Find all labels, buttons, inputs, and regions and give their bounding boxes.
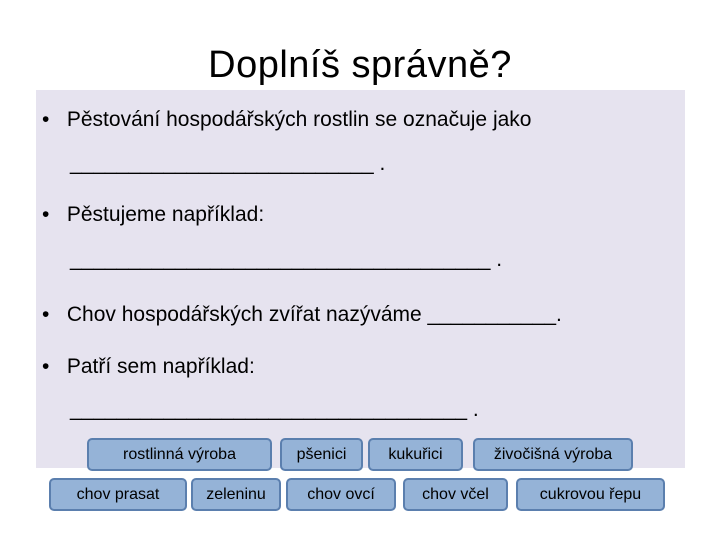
- answer-tile-rostlinna-vyroba[interactable]: rostlinná výroba: [87, 438, 272, 471]
- bullet-icon: •: [42, 108, 50, 131]
- bullet-text: Pěstujeme například:: [66, 203, 265, 226]
- bullet-item-4: [42, 355, 255, 379]
- bullet-text: Pěstování hospodářských rostlin se označuje jako: [66, 108, 532, 131]
- bullet-icon: •: [42, 355, 50, 378]
- answer-tile-kukurici[interactable]: kukuřici: [368, 438, 463, 471]
- answer-tile-zivocisna-vyroba[interactable]: živočišná výroba: [473, 438, 633, 471]
- answer-tile-psenici[interactable]: pšenici: [280, 438, 363, 471]
- bullet-item-3: [42, 303, 562, 327]
- bullet-item-2: [42, 203, 264, 227]
- bullet-text[interactable]: Chov hospodářských zvířat nazýváme ___________.: [66, 303, 562, 326]
- answer-tile-chov-vcel[interactable]: chov včel: [403, 478, 508, 511]
- answer-blank-1[interactable]: __________________________ .: [70, 152, 386, 175]
- page-title: Doplníš správně?: [208, 44, 512, 86]
- answer-tile-cukrovou-repu[interactable]: cukrovou řepu: [516, 478, 665, 511]
- answer-tile-chov-prasat[interactable]: chov prasat: [49, 478, 187, 511]
- answer-tile-zeleninu[interactable]: zeleninu: [191, 478, 281, 511]
- bullet-icon: •: [42, 303, 50, 326]
- bullet-item-1: [42, 108, 531, 132]
- answer-blank-2[interactable]: ____________________________________ .: [70, 248, 503, 271]
- answer-tile-chov-ovci[interactable]: chov ovcí: [286, 478, 396, 511]
- bullet-icon: •: [42, 203, 50, 226]
- bullet-text: Patří sem například:: [66, 355, 255, 378]
- answer-blank-4[interactable]: __________________________________ .: [70, 398, 479, 421]
